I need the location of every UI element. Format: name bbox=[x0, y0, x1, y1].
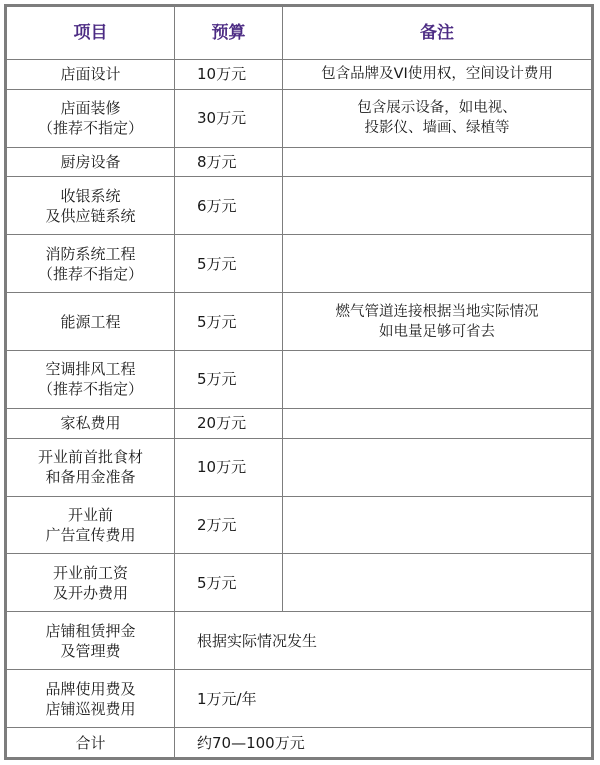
table-header-row bbox=[7, 7, 592, 60]
item-cell bbox=[7, 554, 175, 612]
table-row-merged bbox=[7, 728, 592, 758]
cell-text-line: 开业前 bbox=[67, 506, 113, 524]
merged-value-cell: 约70—100万元 bbox=[175, 728, 592, 758]
budget-cell: 5万元 bbox=[175, 235, 283, 293]
table-row bbox=[7, 554, 592, 612]
note-cell bbox=[283, 89, 592, 147]
note-cell bbox=[283, 351, 592, 409]
note-cell bbox=[283, 438, 592, 496]
table-row bbox=[7, 293, 592, 351]
table-row bbox=[7, 177, 592, 235]
budget-cell: 30万元 bbox=[175, 89, 283, 147]
cell-text-line: 店铺租赁押金 bbox=[45, 621, 136, 640]
note-cell bbox=[283, 496, 592, 554]
budget-cell: 5万元 bbox=[175, 554, 283, 612]
table-row-merged bbox=[7, 670, 592, 728]
cell-text-line: （推荐不指定） bbox=[37, 264, 143, 283]
cell-text-line: 广告宣传费用 bbox=[45, 526, 136, 544]
cell-text-line: 能源工程 bbox=[60, 312, 121, 331]
item-cell bbox=[7, 293, 175, 351]
item-cell bbox=[7, 496, 175, 554]
item-cell bbox=[7, 89, 175, 147]
table-row bbox=[7, 60, 592, 90]
cell-text-line: 合计 bbox=[75, 733, 106, 752]
note-cell bbox=[283, 147, 592, 177]
cell-text-line: 店面设计 bbox=[60, 65, 121, 84]
item-cell bbox=[7, 235, 175, 293]
cell-text-line: （推荐不指定） bbox=[37, 119, 143, 138]
table-row bbox=[7, 235, 592, 293]
budget-cell: 6万元 bbox=[175, 177, 283, 235]
note-cell bbox=[283, 293, 592, 351]
table-body bbox=[7, 60, 592, 758]
note-cell bbox=[283, 60, 592, 90]
item-cell bbox=[7, 351, 175, 409]
budget-cell: 8万元 bbox=[175, 147, 283, 177]
cell-text-line: 店面装修 bbox=[60, 99, 121, 118]
table-row bbox=[7, 408, 592, 438]
cell-text-line: 如电量足够可省去 bbox=[379, 323, 495, 340]
item-cell bbox=[7, 60, 175, 90]
note-cell bbox=[283, 177, 592, 235]
item-cell bbox=[7, 177, 175, 235]
budget-cell: 2万元 bbox=[175, 496, 283, 554]
cell-text-line: 消防系统工程 bbox=[45, 244, 136, 263]
note-cell bbox=[283, 554, 592, 612]
item-cell bbox=[7, 147, 175, 177]
item-cell bbox=[7, 438, 175, 496]
table-row bbox=[7, 351, 592, 409]
budget-cell: 5万元 bbox=[175, 351, 283, 409]
cell-text-line: （推荐不指定） bbox=[37, 380, 143, 399]
merged-value-cell: 根据实际情况发生 bbox=[175, 612, 592, 670]
table-row bbox=[7, 438, 592, 496]
item-cell bbox=[7, 408, 175, 438]
header-budget: 预算 bbox=[175, 7, 283, 60]
budget-table-frame bbox=[4, 4, 594, 760]
cell-text-line: 及管理费 bbox=[60, 641, 121, 660]
cell-text-line: 及供应链系统 bbox=[45, 206, 136, 225]
cell-text-line: 空调排风工程 bbox=[45, 360, 136, 379]
cell-text-line: 厨房设备 bbox=[60, 152, 121, 171]
table-row bbox=[7, 496, 592, 554]
table-row bbox=[7, 147, 592, 177]
budget-cell: 10万元 bbox=[175, 60, 283, 90]
cell-text-line: 包含展示设备，如电视、 bbox=[357, 100, 517, 117]
cell-text-line: 店铺巡视费用 bbox=[45, 699, 136, 718]
budget-cell: 5万元 bbox=[175, 293, 283, 351]
item-cell bbox=[7, 728, 175, 758]
header-note: 备注 bbox=[283, 7, 592, 60]
cell-text-line: 家私费用 bbox=[60, 414, 121, 433]
note-cell bbox=[283, 408, 592, 438]
cell-text-line: 及开办费用 bbox=[52, 583, 128, 602]
budget-cell: 10万元 bbox=[175, 438, 283, 496]
merged-value-cell: 1万元/年 bbox=[175, 670, 592, 728]
cell-text-line: 开业前首批食材 bbox=[37, 448, 143, 467]
cell-text-line: 和备用金准备 bbox=[45, 468, 136, 487]
budget-cell: 20万元 bbox=[175, 408, 283, 438]
cell-text-line: 品牌使用费及 bbox=[45, 679, 136, 698]
table-row bbox=[7, 89, 592, 147]
table-row-merged bbox=[7, 612, 592, 670]
cell-text-line: 开业前工资 bbox=[52, 563, 128, 582]
note-cell bbox=[283, 235, 592, 293]
cell-text-line: 燃气管道连接根据当地实际情况 bbox=[335, 303, 539, 320]
item-cell bbox=[7, 670, 175, 728]
budget-table bbox=[6, 6, 592, 758]
cell-text-line: 包含品牌及VI使用权，空间设计费用 bbox=[321, 66, 553, 83]
cell-text-line: 收银系统 bbox=[60, 186, 121, 205]
item-cell bbox=[7, 612, 175, 670]
cell-text-line: 投影仪、墙画、绿植等 bbox=[364, 120, 510, 137]
header-item: 项目 bbox=[7, 7, 175, 60]
